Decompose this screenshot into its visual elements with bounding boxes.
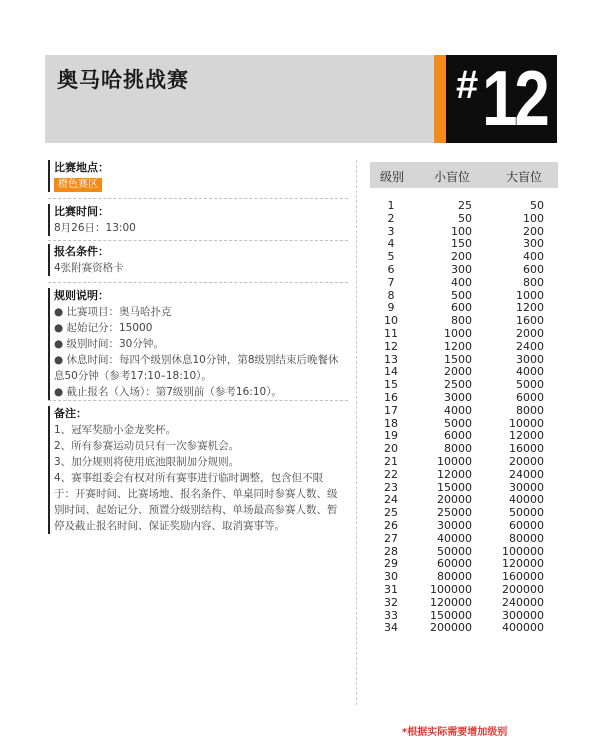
list-item: 停及截止报名时间、保证奖励内容、取消赛事等。 [54, 520, 285, 532]
page-title: 奥马哈挑战赛 [57, 68, 189, 92]
table-row [370, 341, 558, 354]
time-label: 比赛时间： [54, 205, 109, 218]
small-blind-cell: 25 [458, 199, 472, 212]
small-blind-cell: 200 [451, 250, 472, 264]
col-header-small-blind: 小盲位 [434, 170, 471, 184]
small-blind-cell: 50000 [437, 544, 472, 558]
divider [48, 240, 348, 241]
big-blind-cell: 16000 [509, 442, 544, 456]
small-blind-cell: 6000 [444, 429, 472, 443]
column-divider [356, 160, 357, 705]
list-item: ● 截止报名（入场）：第7级别前（参考16:10）。 [54, 386, 282, 398]
level-cell: 11 [384, 326, 398, 340]
small-blind-cell: 100000 [430, 582, 472, 596]
big-blind-cell: 240000 [502, 595, 544, 609]
list-item: 别时间、起始记分、预置分级别结构、单场最高参赛人数、暂 [54, 504, 338, 516]
big-blind-cell: 200000 [502, 582, 544, 596]
big-blind-cell: 50000 [509, 506, 544, 520]
big-blind-cell: 400000 [502, 621, 544, 635]
small-blind-cell: 100 [451, 224, 472, 238]
big-blind-cell: 50 [530, 199, 544, 212]
small-blind-cell: 30000 [437, 518, 472, 532]
table-row [370, 584, 558, 597]
table-row [370, 405, 558, 418]
small-blind-cell: 800 [451, 314, 472, 328]
big-blind-cell: 30000 [509, 480, 544, 494]
level-cell: 8 [387, 288, 395, 302]
small-blind-cell: 20000 [437, 493, 472, 507]
small-blind-cell: 150000 [430, 608, 472, 622]
list-item: ● 休息时间：每四个级别休息10分钟，第8级别结束后晚餐休 [54, 354, 339, 366]
small-blind-cell: 4000 [444, 403, 472, 417]
level-cell: 20 [384, 442, 398, 456]
level-cell: 4 [387, 237, 395, 251]
col-header-big-blind: 大盲位 [506, 170, 543, 184]
level-cell: 1 [387, 199, 395, 212]
time-value: 8月26日：13:00 [54, 222, 136, 234]
list-item: 于：开赛时间、比赛场地、报名条件、单桌同时参赛人数、级 [54, 488, 338, 500]
table-row [370, 213, 558, 226]
table-row [370, 520, 558, 533]
big-blind-cell: 1600 [516, 314, 544, 328]
level-cell: 7 [387, 275, 395, 289]
small-blind-cell: 500 [451, 288, 472, 302]
rules-label: 规则说明： [54, 289, 109, 302]
level-cell: 17 [384, 403, 398, 417]
level-cell: 28 [384, 544, 398, 558]
footnote: *根据实际需要增加级别 [402, 727, 508, 738]
list-item: 息50分钟（参考17:10–18:10）。 [54, 370, 212, 382]
blind-table [370, 200, 558, 635]
big-blind-cell: 120000 [502, 557, 544, 571]
table-row [370, 264, 558, 277]
divider [48, 198, 348, 199]
level-cell: 26 [384, 518, 398, 532]
list-item: 1、冠军奖励小金龙奖杯。 [54, 424, 177, 436]
small-blind-cell: 60000 [437, 557, 472, 571]
level-cell: 27 [384, 531, 398, 545]
small-blind-cell: 15000 [437, 480, 472, 494]
level-cell: 30 [384, 570, 398, 584]
table-row [370, 392, 558, 405]
big-blind-cell: 60000 [509, 518, 544, 532]
table-row [370, 597, 558, 610]
big-blind-cell: 160000 [502, 570, 544, 584]
list-item: ● 级别时间：30分钟。 [54, 338, 164, 350]
level-cell: 6 [387, 262, 395, 276]
table-row [370, 533, 558, 546]
small-blind-cell: 600 [451, 301, 472, 315]
level-cell: 32 [384, 595, 398, 609]
big-blind-cell: 2000 [516, 326, 544, 340]
small-blind-cell: 1200 [444, 339, 472, 353]
list-item: ● 起始记分：15000 [54, 322, 153, 334]
big-blind-cell: 200 [523, 224, 544, 238]
level-cell: 21 [384, 454, 398, 468]
small-blind-cell: 12000 [437, 467, 472, 481]
small-blind-cell: 3000 [444, 390, 472, 404]
entry-value: 4张附赛资格卡 [54, 262, 124, 274]
list-item: 2、所有参赛运动员只有一次参赛机会。 [54, 440, 240, 452]
big-blind-cell: 10000 [509, 416, 544, 430]
table-row [370, 571, 558, 584]
small-blind-cell: 25000 [437, 506, 472, 520]
big-blind-cell: 40000 [509, 493, 544, 507]
level-cell: 23 [384, 480, 398, 494]
list-item: 4、赛事组委会有权对所有赛事进行临时调整，包含但不限 [54, 472, 324, 484]
small-blind-cell: 200000 [430, 621, 472, 635]
list-item: ● 比赛项目：奥马哈扑克 [54, 306, 172, 318]
big-blind-cell: 300 [523, 237, 544, 251]
level-cell: 29 [384, 557, 398, 571]
table-row [370, 469, 558, 482]
big-blind-cell: 4000 [516, 365, 544, 379]
level-cell: 18 [384, 416, 398, 430]
big-blind-cell: 100000 [502, 544, 544, 558]
notes-list [50, 422, 350, 534]
level-cell: 33 [384, 608, 398, 622]
table-row [370, 277, 558, 290]
small-blind-cell: 1500 [444, 352, 472, 366]
big-blind-cell: 20000 [509, 454, 544, 468]
level-cell: 13 [384, 352, 398, 366]
big-blind-cell: 1000 [516, 288, 544, 302]
small-blind-cell: 8000 [444, 442, 472, 456]
venue-section [48, 160, 350, 192]
big-blind-cell: 100 [523, 211, 544, 225]
col-header-level: 级别 [380, 170, 405, 184]
level-cell: 15 [384, 378, 398, 392]
level-cell: 10 [384, 314, 398, 328]
level-cell: 12 [384, 339, 398, 353]
event-number-badge [446, 55, 557, 143]
big-blind-cell: 600 [523, 262, 544, 276]
level-cell: 25 [384, 506, 398, 520]
big-blind-cell: 800 [523, 275, 544, 289]
level-cell: 24 [384, 493, 398, 507]
level-cell: 3 [387, 224, 395, 238]
rules-list [50, 304, 350, 400]
small-blind-cell: 80000 [437, 570, 472, 584]
small-blind-cell: 150 [451, 237, 472, 251]
event-number: 12 [482, 54, 547, 142]
time-section [48, 204, 350, 236]
table-row [370, 622, 558, 635]
small-blind-cell: 50 [458, 211, 472, 225]
table-row [370, 328, 558, 341]
notes-label: 备注： [54, 407, 87, 420]
table-header [370, 162, 558, 188]
big-blind-cell: 300000 [502, 608, 544, 622]
level-cell: 22 [384, 467, 398, 481]
accent-stripe [434, 55, 446, 143]
level-cell: 9 [387, 301, 395, 315]
venue-tag: 橙色赛区 [54, 178, 102, 192]
level-cell: 34 [384, 621, 398, 635]
big-blind-cell: 3000 [516, 352, 544, 366]
hash-symbol: # [456, 63, 479, 107]
big-blind-cell: 80000 [509, 531, 544, 545]
big-blind-cell: 1200 [516, 301, 544, 315]
table-row [370, 200, 558, 213]
small-blind-cell: 5000 [444, 416, 472, 430]
table-row [370, 456, 558, 469]
level-cell: 19 [384, 429, 398, 443]
entry-section [48, 244, 350, 276]
list-item: 3、加分规则将使用底池限制加分规则。 [54, 456, 240, 468]
small-blind-cell: 1000 [444, 326, 472, 340]
big-blind-cell: 400 [523, 250, 544, 264]
big-blind-cell: 5000 [516, 378, 544, 392]
level-cell: 2 [387, 211, 395, 225]
big-blind-cell: 24000 [509, 467, 544, 481]
small-blind-cell: 40000 [437, 531, 472, 545]
divider [48, 400, 348, 401]
entry-label: 报名条件： [54, 245, 109, 258]
small-blind-cell: 2500 [444, 378, 472, 392]
rules-section [48, 288, 350, 400]
small-blind-cell: 2000 [444, 365, 472, 379]
small-blind-cell: 10000 [437, 454, 472, 468]
big-blind-cell: 6000 [516, 390, 544, 404]
big-blind-cell: 8000 [516, 403, 544, 417]
notes-section [48, 406, 350, 534]
level-cell: 14 [384, 365, 398, 379]
small-blind-cell: 120000 [430, 595, 472, 609]
big-blind-cell: 12000 [509, 429, 544, 443]
level-cell: 31 [384, 582, 398, 596]
table-row [370, 507, 558, 520]
divider [48, 282, 348, 283]
level-cell: 16 [384, 390, 398, 404]
venue-label: 比赛地点： [54, 161, 109, 174]
small-blind-cell: 300 [451, 262, 472, 276]
small-blind-cell: 400 [451, 275, 472, 289]
big-blind-cell: 2400 [516, 339, 544, 353]
level-cell: 5 [387, 250, 395, 264]
